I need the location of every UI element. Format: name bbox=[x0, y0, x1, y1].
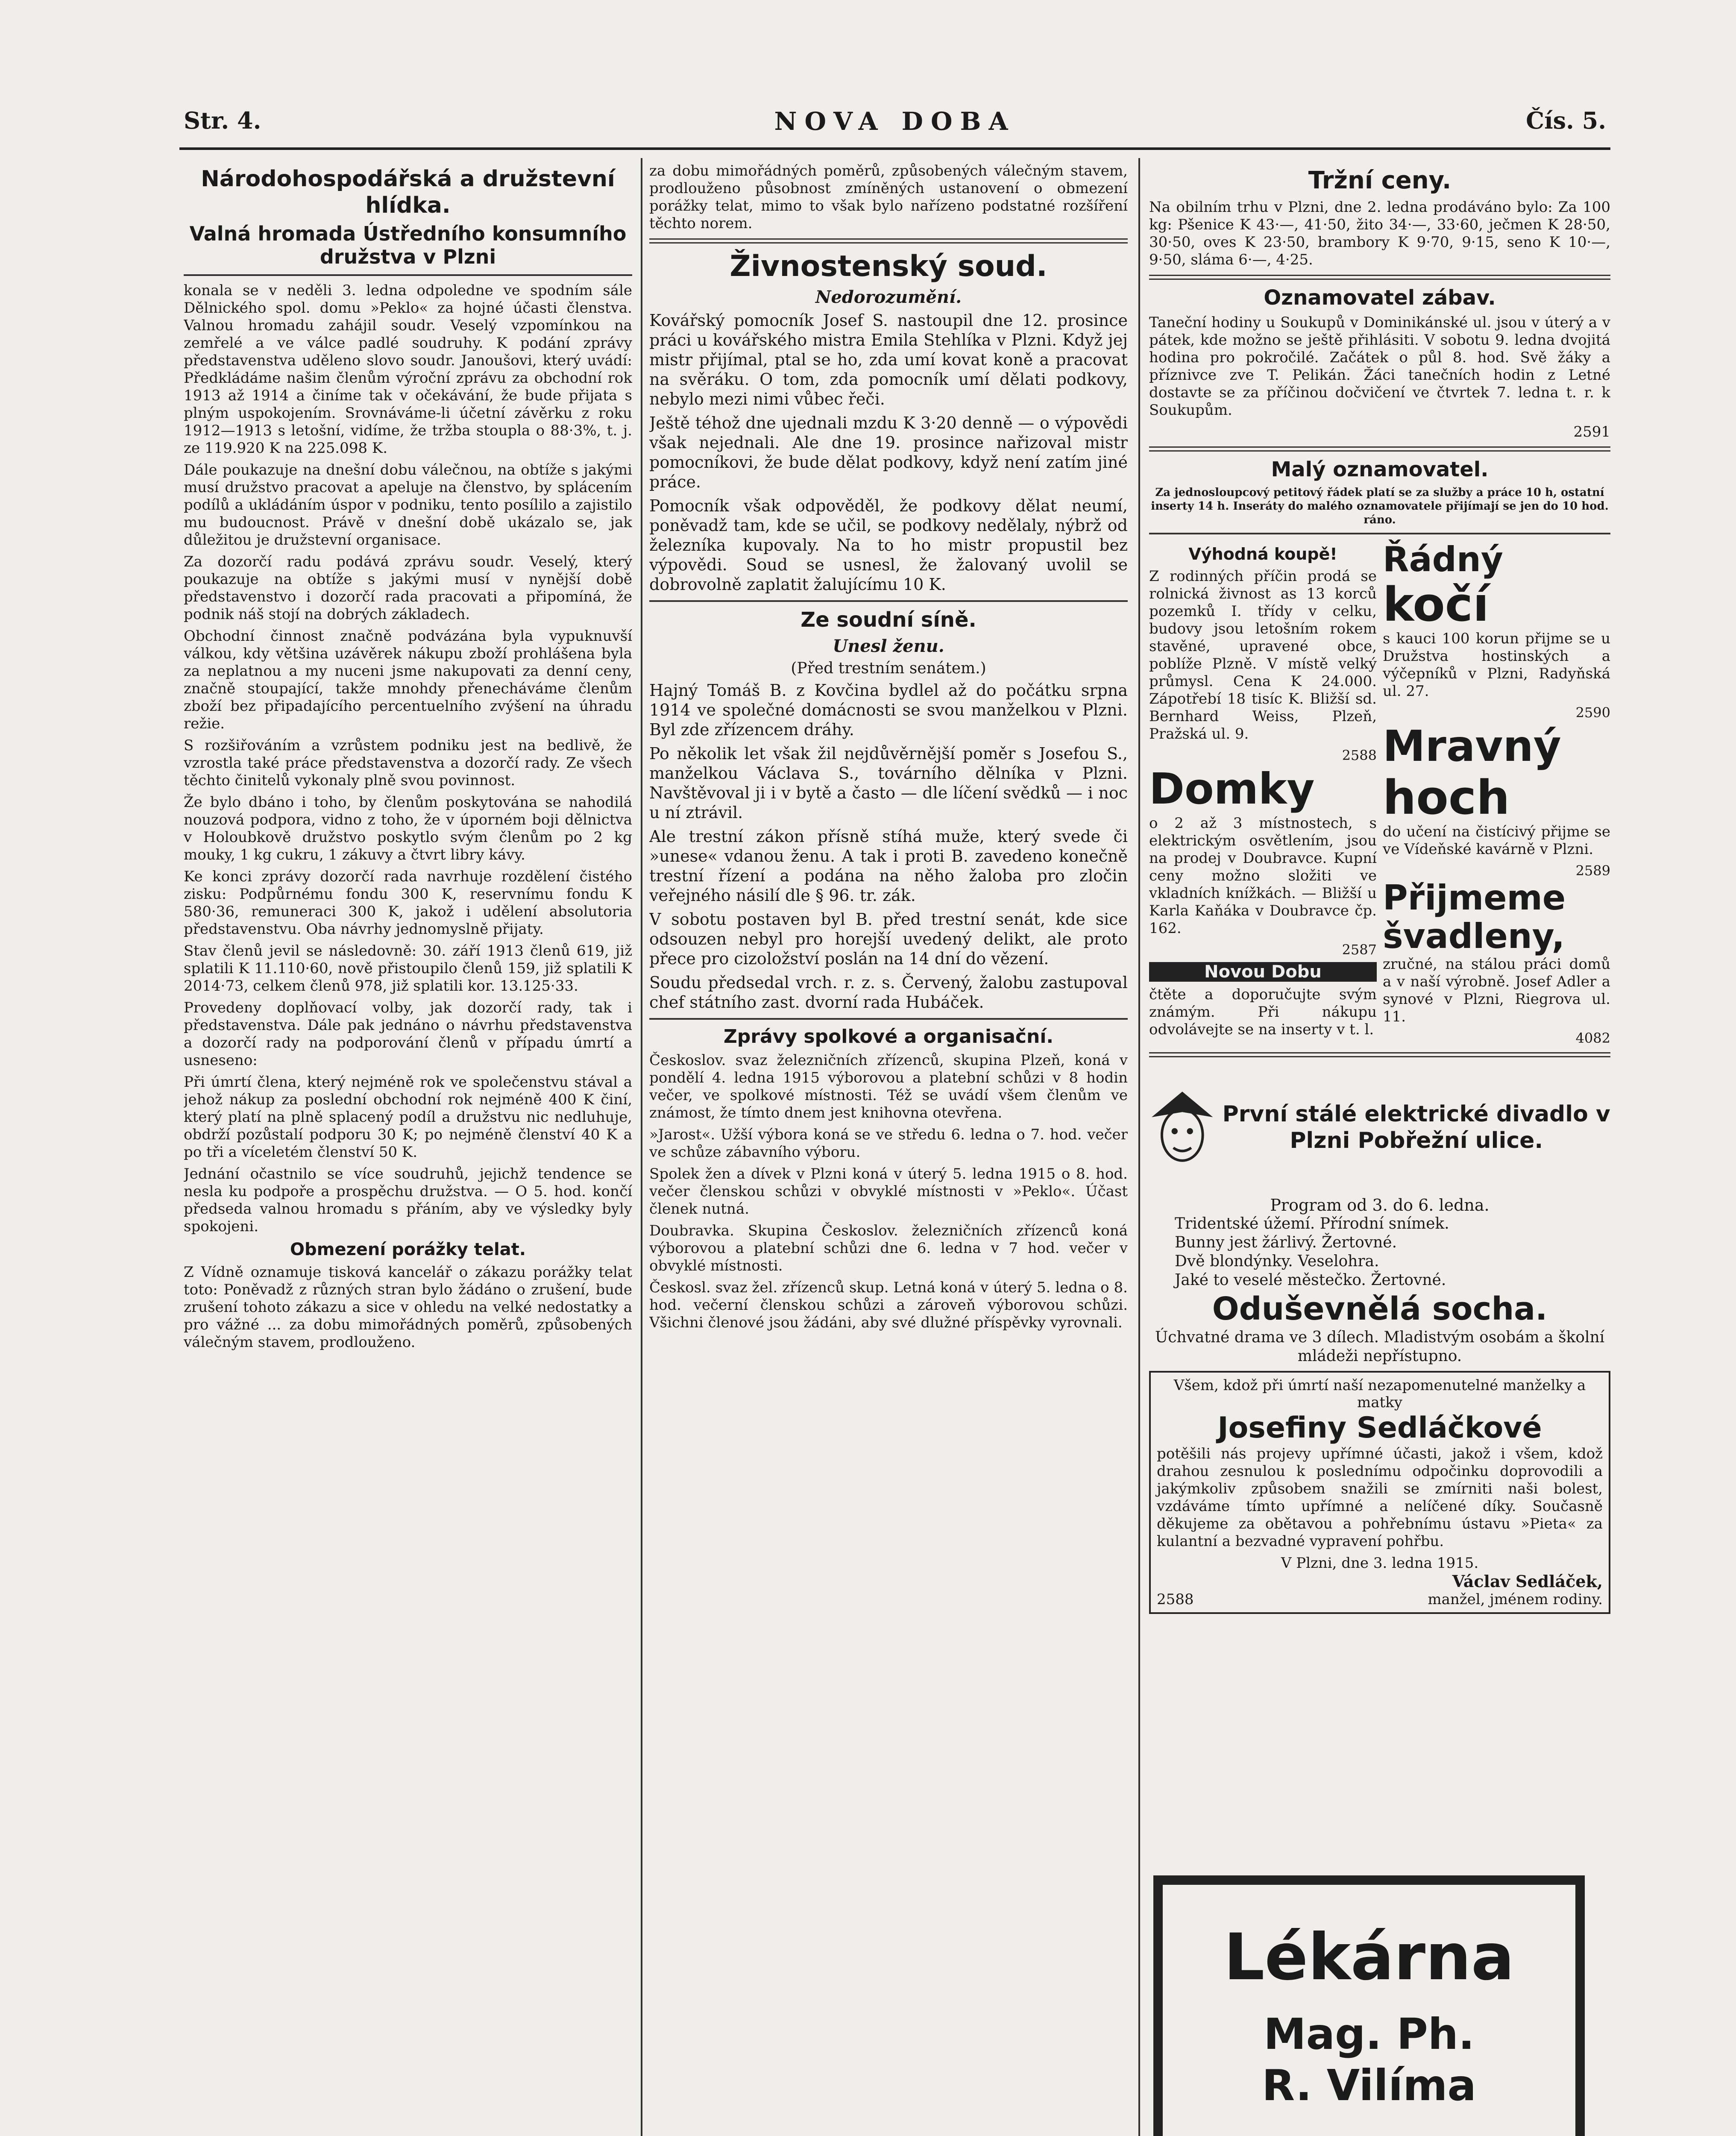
list-item: Jaké to veselé městečko. Žertovné. bbox=[1175, 1271, 1446, 1289]
page-header bbox=[184, 107, 1606, 141]
pharmacy-ad bbox=[1153, 1875, 1585, 2136]
paragraph: s kauci 100 korun přijme se u Družstva hostinských a výčepníků v Plzni, Radyňská ul. 27. bbox=[1383, 630, 1610, 700]
section-heading: Tržní ceny. bbox=[1308, 167, 1452, 194]
paragraph: Že bylo dbáno i toho, by členům poskytována se nahodilá nouzová podpora, vidno z toho, že v úporném boji dělnictva v Holoubkově družstvo poskytlo svým členům po 2 kg mouky, 1 kg cukru, 1 zákuvy a čtvrt libry kávy. bbox=[184, 794, 632, 863]
divider bbox=[649, 600, 1128, 602]
divider bbox=[1149, 275, 1610, 280]
cinema-program: Program od 3. do 6. ledna. bbox=[1270, 1196, 1490, 1215]
paragraph: Ještě téhož dne ujednali mzdu K 3·20 denně — o výpovědi však nejednali. Ale dne 19. prosince nařizoval mistr pomocníkovi, že bude dělat podkovy, když není zatím jiné práce. bbox=[649, 414, 1128, 491]
paragraph: Českosl. svaz žel. zřízenců skup. Letná koná v úterý 5. ledna o 8. hod. večerní členskou schůzi a zároveň výborovou schůzi. Všichni členové jsou žádáni, aby své dlužné příspěvky vyrovnali. bbox=[649, 1279, 1128, 1331]
paragraph: Doubravka. Skupina Českoslov. železničních zřízenců koná výborovou a platební schůzi dne 6. ledna v 7 hod. večer v obvyklé místnosti. bbox=[649, 1222, 1128, 1274]
divider bbox=[184, 274, 632, 276]
divider bbox=[649, 1018, 1128, 1020]
issue-number: Čís. 5. bbox=[1526, 107, 1606, 134]
paragraph: Pomocník však odpověděl, že podkovy dělat neumí, poněvadž tam, kde se učil, se podkovy nedělaly, nýbrž od železníka kupovaly. Na to ho mistr propustil bez výpovědi. Soud se usnesl, že žalovaný uvolil se dobrovolně zaplatit žalujícímu 10 K. bbox=[649, 496, 1128, 594]
paragraph: V sobotu postaven byl B. před trestní senát, kde sice odsouzen nebyl pro horejší uvedený delikt, ale proto přece pro cizoložství poslán na 14 dní do vězení. bbox=[649, 910, 1128, 968]
paragraph: za dobu mimořádných poměrů, způsobených válečným stavem, prodlouženo působnost zmíněných ustanovení o obmezení porážky telat, mimo to však bylo nařízeno podstatné rozšíření těchto norem. bbox=[649, 162, 1128, 232]
ad-number: 2588 bbox=[1157, 1591, 1194, 1608]
article-title: Valná hromada Ústředního konsumního družstva v Plzni bbox=[189, 222, 627, 268]
paragraph: Při úmrtí člena, který nejméně rok ve společenstvu stával a jehož nákup za poslední obchodní rok nejméně 400 K činí, který platí na plně splacený podíl a družstvu nic nedluhuje, obdrží pozůstalí podporu 30 K; po nejméně členství 40 K a po tři a víceletém členství 50 K. bbox=[184, 1074, 632, 1161]
thanks-date: V Plzni, dne 3. ledna 1915. bbox=[1281, 1555, 1479, 1572]
paragraph: Ke konci zprávy dozorčí rada navrhuje rozdělení čistého zisku: Podpůrnému fondu 300 K, reservnímu fondu K 580·36, remuneraci 300 K, jakož i udělení absolutoria představenstvu. Oba návrhy jednomyslně přijaty. bbox=[184, 868, 632, 938]
divider bbox=[1149, 1052, 1610, 1057]
ad-number: 2588 bbox=[1342, 747, 1377, 763]
cinema-ad bbox=[1149, 1063, 1610, 1191]
list-item: Bunny jest žárlivý. Žertovné. bbox=[1175, 1234, 1397, 1251]
ad-number: 2589 bbox=[1575, 863, 1610, 879]
paragraph: Taneční hodiny u Soukupů v Dominikánské ul. jsou v úterý a v pátek, kde možno se ještě přihlásiti. V sobotu 9. ledna dvojitá hodina pro pokročilé. Začátek o půl 8. hod. Svě žáky a příznivce zve T. Pelikán. Žáci tanečních hodin z Letné dostavte se za příčinou dočvičení ve čtvrtek 7. ledna t. r. k Soukupům. bbox=[1149, 314, 1610, 419]
section-heading: Oznamovatel zábav. bbox=[1264, 286, 1496, 310]
cinema-description: Úchvatné drama ve 3 dílech. Mladistvým osobám a školní mládeži nepřístupno. bbox=[1155, 1329, 1605, 1365]
ad-number: 4082 bbox=[1575, 1030, 1610, 1046]
paragraph: Spolek žen a dívek v Plzni koná v úterý 5. ledna 1915 o 8. hod. večer členskou schůzi v obvyklé místnosti v »Peklo«. Účast členek nutná. bbox=[649, 1165, 1128, 1218]
cinema-title: První stálé elektrické divadlo v Plzni Pobřežní ulice. bbox=[1222, 1101, 1610, 1153]
page-number: Str. 4. bbox=[184, 107, 261, 134]
paragraph: Po několik let však žil nejdůvěrnější poměr s Josefou S., manželkou Václava S., továrního dělníka v Plzni. Navštěvoval ji i v bytě a často — dle líčení svědků — i noc u ní ztrávil. bbox=[649, 744, 1128, 822]
pharmacy-name-1: Mag. Ph. bbox=[1264, 2009, 1475, 2059]
ad-title: hoch bbox=[1383, 770, 1510, 825]
ad-number: 2591 bbox=[1573, 423, 1610, 440]
masthead-title: NOVA DOBA bbox=[774, 107, 1016, 136]
header-rule bbox=[179, 147, 1610, 150]
paragraph: Provedeny doplňovací volby, jak dozorčí rady, tak i představenstva. Dále pak jednáno o návrhu představenstva a dozorčí rady na podporování členů v případu úmrtí a usneseno: bbox=[184, 999, 632, 1069]
ad-title: Řádný bbox=[1383, 540, 1503, 579]
paragraph: čtěte a doporučujte svým známým. Při nákupu odvolávejte se na inserty v t. l. bbox=[1149, 986, 1377, 1038]
section-heading: Malý oznamovatel. bbox=[1271, 458, 1489, 481]
ad-block bbox=[1149, 540, 1377, 1046]
list-item: Dvě blondýnky. Veselohra. bbox=[1175, 1253, 1379, 1270]
paragraph: Z rodinných příčin prodá se rolnická živnost as 13 korců pozemků I. třídy v celku, budovy jsou letošním rokem stavěné, upravené obce, poblíže Plzně. V místě velký průmysl. Cena K 24.000. Zápotřebí 18 tisíc K. Bližší sd. Bernhard Weiss, Plzeň, Pražská ul. 9. bbox=[1149, 568, 1377, 742]
paragraph: Z Vídně oznamuje tisková kancelář o zákazu porážky telat toto: Poněvadž z různých stran bylo žádáno o zrušení, bude zrušení tohoto zákazu a sice v ohledu na velké nedostatky a pro vážné ... za dobu mimořádných poměrů, způsobených válečným stavem, prodlouženo. bbox=[184, 1264, 632, 1351]
article-subtitle: Nedorozumění. bbox=[815, 287, 962, 307]
article-note: (Před trestním senátem.) bbox=[791, 660, 986, 677]
paragraph: do učení na čistícivý přijme se ve Vídeňské kavárně v Plzni. bbox=[1383, 823, 1610, 858]
divider bbox=[649, 238, 1128, 244]
list-item: Tridentské úžemí. Přírodní snímek. bbox=[1175, 1215, 1449, 1232]
paragraph: Jednání očastnilo se více soudruhů, jejichž tendence se nesla ku podpoře a prospěchu družstva. — O 5. hod. končí předseda valnou hromadu s přáním, aby ve výsledky byly spokojeni. bbox=[184, 1165, 632, 1235]
paragraph: Stav členů jevil se následovně: 30. září 1913 členů 619, již splatili K 11.110·60, nově přistoupilo členů 159, již splatili K 2014·73, celkem členů 978, již splatili kor. 13.125·33. bbox=[184, 942, 632, 995]
paragraph: Obchodní činnost značně podvázána byla vypuknuvší válkou, kdy většina uzávěrek nákupu zboží prohlášena byla za neplatnou a my nuceni jsme nakupovati za denní ceny, značně stoupající, takže mnohdy přenecháváme členům zboží bez připadajícího percentuelního zvýšení na úhradu režie. bbox=[184, 628, 632, 732]
ad-title: kočí bbox=[1383, 577, 1489, 632]
paragraph: Kovářský pomocník Josef S. nastoupil dne 12. prosince práci u kovářského mistra Emila Stehlíka v Plzni. Když jej mistr přijímal, ptal se ho, zda umí kovat koně a pracovat na svěráku. O tom, zda pomocník umí dělati podkovy, nebylo mezi nimi vůbec řeči. bbox=[649, 311, 1128, 408]
section-heading: Národohospodářská a družstevní hlídka. bbox=[201, 166, 615, 218]
ad-title: Novou Dobu bbox=[1149, 962, 1377, 982]
paragraph: Soudu předsedal vrch. r. z. s. Červený, žalobu zastupoval chef státního zast. dvorní rada Hubáček. bbox=[649, 973, 1128, 1012]
section-heading: Ze soudní síně. bbox=[801, 608, 976, 632]
paragraph: Českoslov. svaz železničních zřízenců, skupina Plzeň, koná v pondělí 4. ledna 1915 výborovou a platební schůzi v 8 hodin večer, ve spolkové místnosti. Též se uvádí všem členům ve známost, že tímto dnem jest knihovna otevřena. bbox=[649, 1052, 1128, 1121]
ad-title: švadleny, bbox=[1383, 916, 1565, 956]
mask-icon bbox=[1149, 1063, 1216, 1191]
article-subtitle: Unesl ženu. bbox=[833, 636, 944, 656]
divider bbox=[1149, 533, 1610, 534]
paragraph: S rozšiřováním a vzrůstem podniku jest na bedlivě, že vzrostla také práce představenstva a dozorčí rady. Ze všech těchto činitelů vykonaly plně svou povinnost. bbox=[184, 737, 632, 789]
ads-row bbox=[1149, 540, 1610, 1046]
cinema-feature: Oduševnělá socha. bbox=[1212, 1291, 1548, 1327]
thanks-sign-2: manžel, jménem rodiny. bbox=[1428, 1591, 1603, 1608]
paragraph: potěšili nás projevy upřímné účasti, jakož i všem, kdož drahou zesnulou k poslednímu odpočinku doprovodili a jakýmkoliv způsobem snažili se zmírniti naši bolest, vzdáváme tímto upřímné a nelíčené díky. Současně děkujeme za obětavou a pohřebnímu ústavu »Pieta« za kulantní a bezvadné vypravení pohřbu. bbox=[1157, 1445, 1603, 1550]
paragraph: Hajný Tomáš B. z Kovčina bydlel až do počátku srpna 1914 ve společné domácnosti se svou manželkou v Plzni. Byl zde zřízencem dráhy. bbox=[649, 681, 1128, 739]
section-heading: Živnostenský soud. bbox=[730, 249, 1047, 283]
paragraph: Ale trestní zákon přísně stíhá muže, který svede či »unese« vdanou ženu. A tak i proti B. zavedeno konečně trestní řízení a podána na něho žaloba pro zločin veřejného násilí dle § 96. tr. zák. bbox=[649, 827, 1128, 905]
paragraph: zručné, na stálou práci domů a v naší výrobně. Josef Adler a synové v Plzni, Riegrova ul. 11. bbox=[1383, 956, 1610, 1025]
ad-rates: Za jednosloupcový petitový řádek platí se za služby a práce 10 h, ostatní inserty 14 h. Inseráty do malého oznamovatele přijímají se jen do 10 hod. ráno. bbox=[1151, 486, 1609, 526]
thanks-head: Všem, kdož při úmrtí naší nezapomenutelné manželky a matky bbox=[1173, 1377, 1586, 1411]
pharmacy-title: Lékárna bbox=[1223, 1920, 1515, 1995]
thanks-name: Josefiny Sedláčkové bbox=[1217, 1411, 1542, 1445]
ad-title: Domky bbox=[1149, 764, 1315, 814]
paragraph: konala se v neděli 3. ledna odpoledne ve spodním sále Dělnického spol. domu »Peklo« za hojné účasti členstva. Valnou hromadu zahájil soudr. Veselý vzpomínkou na zemřelé a ve válce padlé soudruhy. K podání zprávy představenstva uděleno slovo soudr. Janoušovi, který uvádí: Předkládáme našim členům výroční zprávu za obchodní rok 1913 až 1914 a činíme tak v očekávání, že bude přijata s plným uspokojením. Srovnáváme-li účetní závěrku z roku 1912—1913 s letošní, vidíme, že tržba stoupla o 88·3%, t. j. ze 119.920 K na 225.098 K. bbox=[184, 282, 632, 457]
paragraph: »Jarost«. Užší výbora koná se ve středu 6. ledna o 7. hod. večer ve schůze zábavního výboru. bbox=[649, 1126, 1128, 1161]
cinema-items bbox=[1149, 1215, 1610, 1290]
column-divider bbox=[1138, 158, 1140, 2136]
paragraph: o 2 až 3 místnostech, s elektrickým osvětlením, jsou na prodej v Doubravce. Kupní ceny možno složiti ve vkladních knížkách. — Bližší u Karla Kaňáka v Doubravce čp. 162. bbox=[1149, 815, 1377, 937]
paragraph: Za dozorčí radu podává zprávu soudr. Veselý, který poukazuje na obtíže s jakými musí v nynější době představenstvo i dozorčí rada pracovati a připomíná, že podnik náš stojí na dobrých základech. bbox=[184, 553, 632, 623]
thanks-sign: Václav Sedláček, bbox=[1452, 1572, 1603, 1591]
column-right bbox=[1149, 162, 1610, 2136]
thanks-footer bbox=[1157, 1591, 1603, 1608]
article-title: Obmezení porážky telat. bbox=[290, 1240, 526, 1259]
ad-number: 2587 bbox=[1342, 942, 1377, 958]
column-left bbox=[184, 162, 632, 2136]
thanks-notice bbox=[1149, 1371, 1610, 1614]
ad-title: Výhodná koupě! bbox=[1188, 545, 1337, 563]
paragraph: Na obilním trhu v Plzni, dne 2. ledna prodáváno bylo: Za 100 kg: Pšenice K 43·—, 41·50, žito 34·—, 33·60, ječmen K 28·50, 30·50, oves K 23·50, brambory K 9·70, 9·15, seno K 10·—, 9·50, sláma 6·—, 4·25. bbox=[1149, 199, 1610, 268]
column-middle bbox=[649, 162, 1128, 2136]
ad-block bbox=[1383, 540, 1610, 1046]
paragraph: Dále poukazuje na dnešní dobu válečnou, na obtíže s jakými musí družstvo pracovat a apeluje na členstvo, by splácením podílů a ukládáním úspor v podniku, tento posílilo a zajistilo mu budoucnost. Právě v dnešní době ukázalo se, jak důležitou je družstevní organisace. bbox=[184, 461, 632, 549]
ad-title: Mravný bbox=[1383, 721, 1561, 771]
ad-title: Přijmeme bbox=[1383, 878, 1566, 918]
column-divider bbox=[641, 158, 642, 2136]
divider bbox=[1149, 446, 1610, 452]
section-heading: Zprávy spolkové a organisační. bbox=[723, 1026, 1054, 1047]
pharmacy-name-2: R. Vilíma bbox=[1262, 2060, 1476, 2110]
ad-number: 2590 bbox=[1575, 704, 1610, 721]
